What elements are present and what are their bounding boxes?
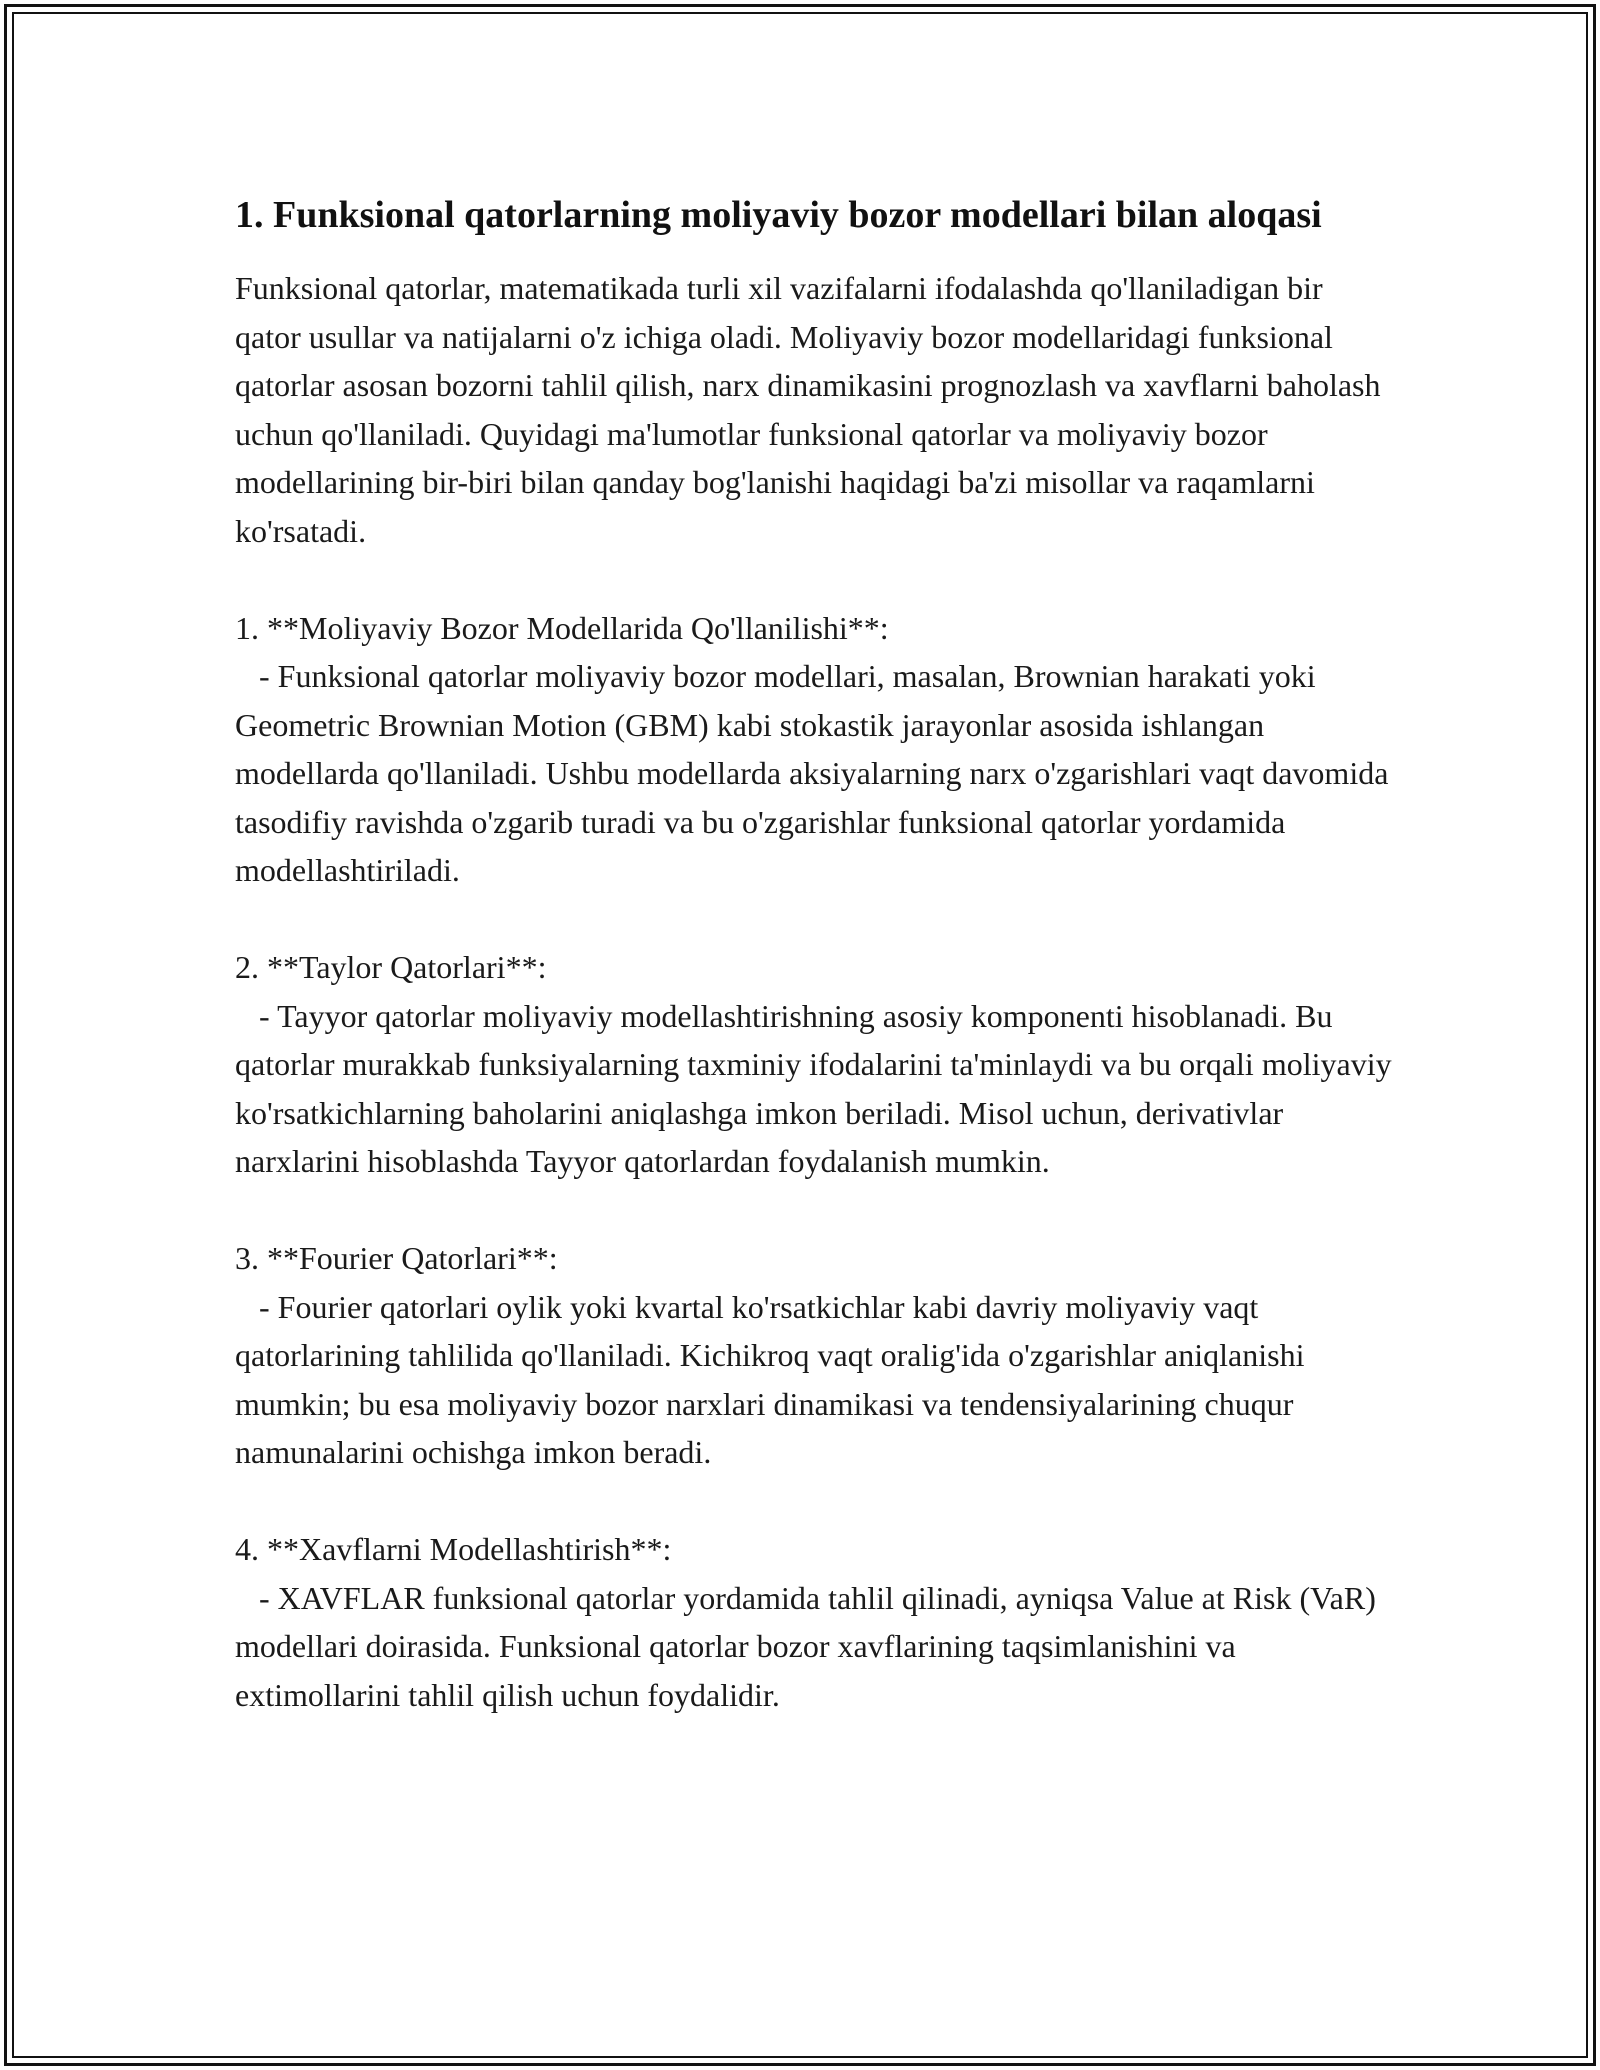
intro-paragraph: Funksional qatorlar, matematikada turli xil vazifalarni ifodalashda qo'llaniladigan bir qator usullar va natijalarni o'z ichiga oladi. Moliyaviy bozor modellaridagi funksional qatorlar asosan bozorni tahlil qilish, narx dinamikasini prognozlash va xavflarni baholash uchun qo'llaniladi. Quyidagi ma'lumotlar funksional qatorlar va moliyaviy bozor modellarining bir-biri bilan qanday bog'lanishi haqidagi ba'zi misollar va raqamlarni ko'rsatadi.: [235, 270, 1389, 549]
section-3: [235, 1234, 1395, 1477]
section-body: - Funksional qatorlar moliyaviy bozor modellari, masalan, Brownian harakati yoki Geometric Brownian Motion (GBM) kabi stokastik jarayonlar asosida ishlangan modellarda qo'llaniladi. Ushbu modellarda aksiyalarning narx o'zgarishlari vaqt davomida tasodifiy ravishda o'zgarib turadi va bu o'zgarishlar funksional qatorlar yordamida modellashtiriladi.: [235, 658, 1397, 888]
section-heading: 1. **Moliyaviy Bozor Modellarida Qo'llanilishi**:: [235, 609, 889, 646]
section-body: - Fourier qatorlari oylik yoki kvartal ko'rsatkichlar kabi davriy moliyaviy vaqt qatorlarining tahlilida qo'llaniladi. Kichikroq vaqt oralig'ida o'zgarishlar aniqlanishi mumkin; bu esa moliyaviy bozor narxlari dinamikasi va tendensiyalarining chuqur namunalarini ochishga imkon beradi.: [235, 1288, 1313, 1470]
document-content: [235, 188, 1400, 1768]
section-4: [235, 1525, 1395, 1719]
section-2: [235, 943, 1400, 1186]
section-1: [235, 604, 1395, 895]
section-heading: 3. **Fourier Qatorlari**:: [235, 1240, 558, 1276]
section-body: - Tayyor qatorlar moliyaviy modellashtirishning asosiy komponenti hisoblanadi. Bu qatorlar murakkab funksiyalarning taxminiy ifodalarini ta'minlaydi va bu orqali moliyaviy ko'rsatkichlarning baholarini aniqlashga imkon beriladi. Misol uchun, derivativlar narxlarini hisoblashda Tayyor qatorlardan foydalanish mumkin.: [235, 997, 1400, 1179]
document-title: 1. Funksional qatorlarning moliyaviy bozor modellari bilan aloqasi: [235, 194, 1322, 236]
section-heading: 2. **Taylor Qatorlari**:: [235, 949, 547, 985]
section-body: - XAVFLAR funksional qatorlar yordamida tahlil qilinadi, ayniqsa Value at Risk (VaR) modellari doirasida. Funksional qatorlar bozor xavflarining taqsimlanishini va extimollarini tahlil qilish uchun foydalidir.: [235, 1579, 1384, 1713]
section-heading: 4. **Xavflarni Modellashtirish**:: [235, 1531, 672, 1567]
